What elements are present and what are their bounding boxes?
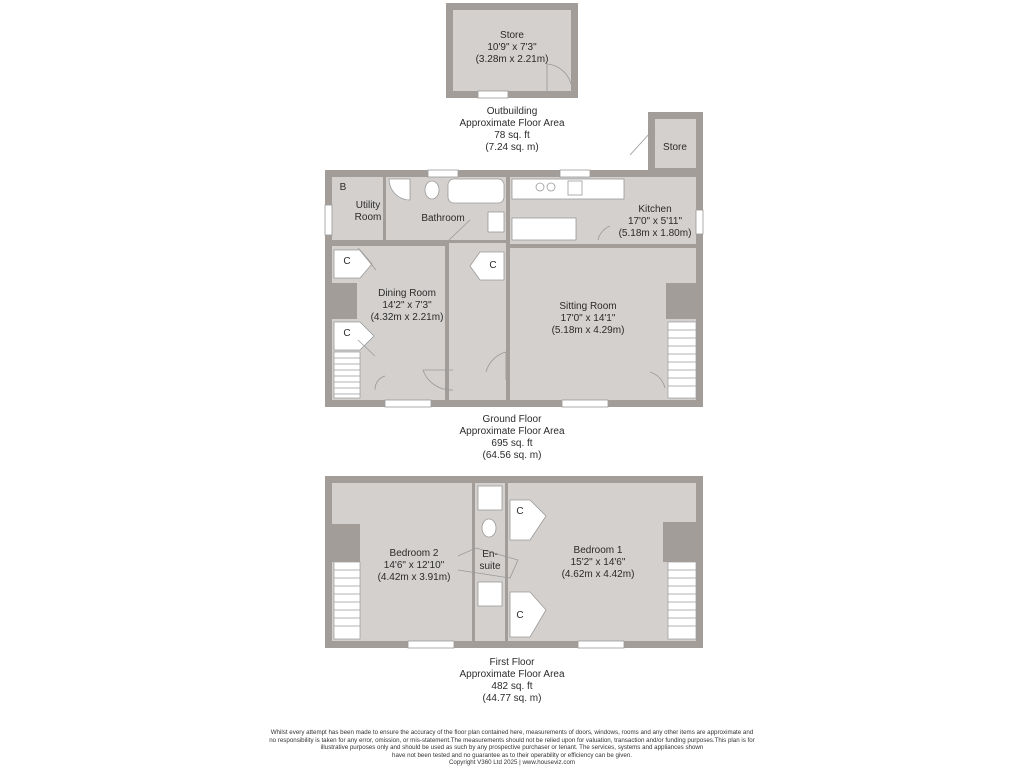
floor-area-subtitle: Approximate Floor Area	[459, 669, 565, 680]
room-dimensions-imperial: 10'9" x 7'3"	[487, 42, 537, 53]
room-name: En-	[482, 549, 498, 560]
copyright-line: Copyright V360 Ltd 2025 | www.houseviz.com	[448, 759, 576, 767]
utility-room-label	[355, 200, 382, 224]
floor-title: Outbuilding	[486, 106, 538, 117]
disclaimer-line: Whilst every attempt has been made to ensure the accuracy of the floor plan contained here, measurements of doors, windows, rooms and any other items are approximate and	[270, 729, 754, 736]
outbuilding-store-label	[476, 30, 549, 66]
sitting-room-label	[552, 301, 625, 337]
room-dimensions-metric: (4.42m x 3.91m)	[377, 572, 451, 583]
disclaimer-line: have not been tested and no guarantee as to their operability or efficiency can be given.	[392, 751, 632, 759]
outbuilding-area-label	[459, 106, 564, 154]
boiler-label: B	[339, 182, 347, 193]
kitchen-label	[619, 204, 692, 240]
room-dimensions-metric: (3.28m x 2.21m)	[475, 54, 549, 65]
floor-area-sqft: 482 sq. ft	[491, 681, 533, 692]
room-name: Store	[500, 30, 524, 41]
disclaimer-text	[248, 729, 776, 767]
floor-area-subtitle: Approximate Floor Area	[459, 426, 565, 437]
room-name: Bedroom 1	[573, 545, 623, 556]
floor-title: Ground Floor	[482, 414, 542, 425]
cupboard-label: C	[489, 260, 497, 271]
floor-area-sqm: (64.56 sq. m)	[482, 450, 542, 461]
room-dimensions-metric: (5.18m x 1.80m)	[618, 228, 692, 239]
floor-title: First Floor	[489, 657, 535, 668]
dining-room-label	[371, 288, 444, 324]
room-name: Kitchen	[638, 204, 672, 215]
room-dimensions-metric: (4.62m x 4.42m)	[561, 569, 635, 580]
ground-floor-area-label	[459, 414, 564, 462]
disclaimer-line: no responsibility is taken for any error, omission, or mis-statement.The measurements should not be relied upon for valuation, transaction and/or funding purposes.This plan is for	[269, 736, 755, 744]
room-name: Sitting Room	[559, 301, 617, 312]
cupboard-label: C	[343, 256, 351, 267]
room-name: Bedroom 2	[389, 548, 439, 559]
room-dimensions-metric: (5.18m x 4.29m)	[551, 325, 625, 336]
floor-area-sqft: 78 sq. ft	[494, 130, 530, 141]
ensuite-label	[479, 549, 500, 573]
floor-area-sqm: (44.77 sq. m)	[482, 693, 542, 704]
room-dimensions-imperial: 14'2" x 7'3"	[382, 300, 432, 311]
cupboard-label: C	[343, 328, 351, 339]
floor-area-sqft: 695 sq. ft	[491, 438, 533, 449]
room-name: Room	[354, 212, 382, 223]
cupboard-label: C	[516, 610, 524, 621]
cupboard-label: C	[516, 506, 524, 517]
room-name: Utility	[355, 200, 381, 211]
ground-floor-plan	[325, 112, 703, 407]
room-dimensions-metric: (4.32m x 2.21m)	[370, 312, 444, 323]
bedroom-1-label	[562, 545, 635, 581]
room-name: suite	[479, 561, 501, 572]
floor-area-subtitle: Approximate Floor Area	[459, 118, 565, 129]
bedroom-2-label	[378, 548, 451, 584]
room-name: Dining Room	[378, 288, 436, 299]
floor-area-sqm: (7.24 sq. m)	[485, 142, 539, 153]
first-floor-area-label	[459, 657, 564, 705]
bathroom-label: Bathroom	[421, 213, 465, 224]
disclaimer-line: illustrative purposes only and should be used as such by any prospective purchaser or tenant. The services, systems and appliances shown	[320, 744, 704, 752]
room-dimensions-imperial: 15'2" x 14'6"	[570, 557, 626, 568]
store-label: Store	[663, 142, 687, 153]
room-dimensions-imperial: 14'6" x 12'10"	[383, 560, 445, 571]
room-dimensions-imperial: 17'0" x 5'11"	[627, 216, 683, 227]
room-dimensions-imperial: 17'0" x 14'1"	[560, 313, 616, 324]
